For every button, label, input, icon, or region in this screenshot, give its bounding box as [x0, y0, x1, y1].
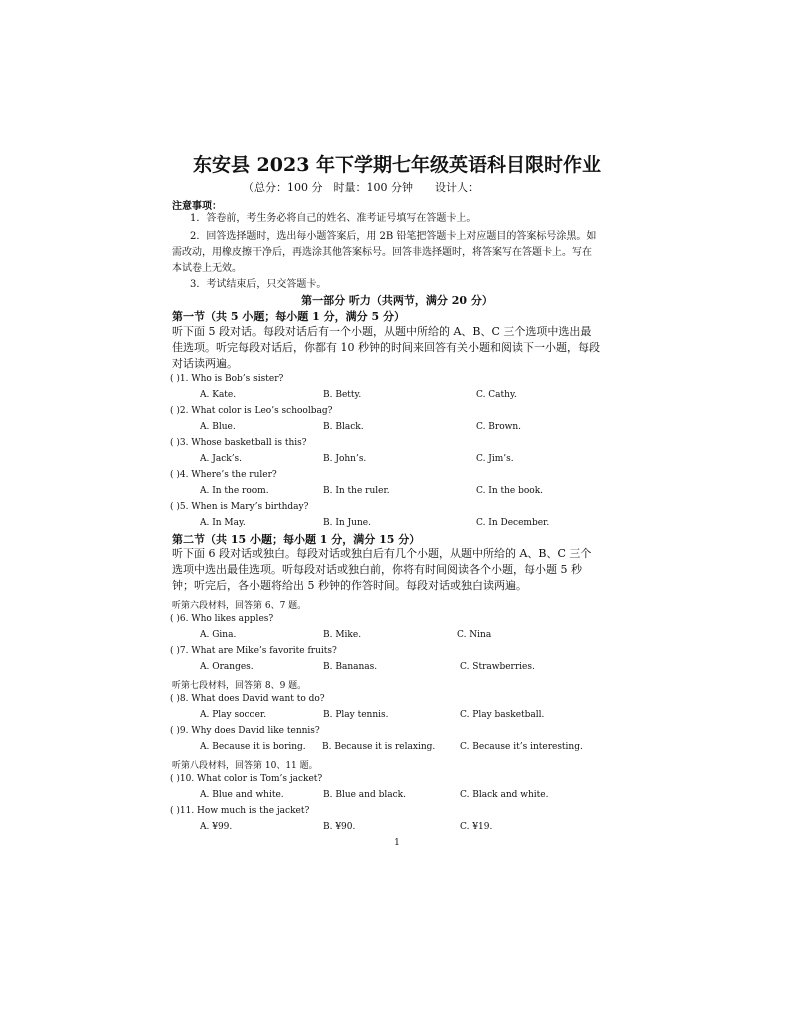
- question-stem: ( )5. When is Mary’s birthday?: [170, 502, 309, 512]
- option-b: B. Betty.: [323, 390, 362, 400]
- option-c: C. Play basketball.: [460, 710, 545, 720]
- option-b: B. In June.: [323, 518, 371, 528]
- option-b: B. Black.: [323, 422, 364, 432]
- option-c: C. Brown.: [476, 422, 521, 432]
- question-stem: ( )4. Where’s the ruler?: [170, 470, 277, 480]
- option-b: B. Bananas.: [323, 662, 378, 672]
- section-intro: 听下面 6 段对话或独白。每段对话或独白后有几个小题，从题中所给的 A、B、C 三个选项中选出最佳选项。听每段对话或独白前，你将有时间阅读各个小题，每小题 5 秒钟；听完后，各小题将给出 5 秒钟的作答时间。每段对话或独白读两遍。: [172, 547, 592, 592]
- option-a: A. Jack’s.: [200, 454, 243, 464]
- option-c: C. ¥19.: [460, 822, 493, 832]
- option-a: A. Play soccer.: [200, 710, 267, 720]
- question-stem: ( )10. What color is Tom’s jacket?: [170, 774, 323, 784]
- option-a: A. Blue.: [200, 422, 236, 432]
- option-c: C. Nina: [457, 630, 492, 640]
- option-a: A. Oranges.: [200, 662, 254, 672]
- question-stem: ( )2. What color is Leo’s schoolbag?: [170, 406, 333, 416]
- page-title: 东安县 2023 年下学期七年级英语科目限时作业: [192, 154, 602, 176]
- question-stem: ( )9. Why does David like tennis?: [170, 726, 320, 736]
- question-stem: ( )1. Who is Bob’s sister?: [170, 374, 284, 384]
- passage-note: 听第七段材料，回答第 8、9 题。: [172, 681, 307, 691]
- question-stem: ( )6. Who likes apples?: [170, 614, 274, 624]
- section-heading: 第二节（共 15 小题；每小题 1 分，满分 15 分）: [172, 533, 421, 546]
- option-a: A. In May.: [200, 518, 246, 528]
- question-stem: ( )8. What does David want to do?: [170, 694, 325, 704]
- option-a: A. In the room.: [200, 486, 269, 496]
- option-b: B. Because it is relaxing.: [322, 742, 436, 752]
- option-b: B. Blue and black.: [323, 790, 406, 800]
- option-c: C. Cathy.: [476, 390, 517, 400]
- option-a: A. Kate.: [200, 390, 237, 400]
- note-item: 1．答卷前，考生务必将自己的姓名、准考证号填写在答题卡上。: [190, 213, 477, 224]
- option-b: B. John’s.: [323, 454, 367, 464]
- passage-note: 听第六段材料，回答第 6、7 题。: [172, 601, 307, 611]
- option-c: C. In the book.: [476, 486, 544, 496]
- option-a: A. Because it is boring.: [200, 742, 306, 752]
- option-a: A. ¥99.: [200, 822, 233, 832]
- question-stem: ( )3. Whose basketball is this?: [170, 438, 307, 448]
- section-intro: 听下面 5 段对话。每段对话后有一个小题，从题中所给的 A、B、C 三个选项中选出最佳选项。听完每段对话后，你都有 10 秒钟的时间来回答有关小题和阅读下一小题，每段对话读两遍。: [172, 325, 600, 370]
- option-c: C. Strawberries.: [460, 662, 535, 672]
- question-stem: ( )11. How much is the jacket?: [170, 806, 310, 816]
- option-b: B. In the ruler.: [323, 486, 390, 496]
- option-b: B. Mike.: [323, 630, 362, 640]
- note-item: 3．考试结束后，只交答题卡。: [190, 279, 327, 290]
- option-c: C. Black and white.: [460, 790, 549, 800]
- page-number: 1: [394, 838, 400, 848]
- note-item: 2．回答选择题时，选出每小题答案后，用 2B 铅笔把答题卡上对应题目的答案标号涂黑。如需改动，用橡皮擦干净后，再选涂其他答案标号。回答非选择题时，将答案写在答题卡上。写在本试卷上无效。: [172, 231, 597, 274]
- passage-note: 听第八段材料，回答第 10、11 题。: [172, 761, 318, 771]
- option-a: A. Blue and white.: [200, 790, 284, 800]
- option-a: A. Gina.: [200, 630, 237, 640]
- exam-info: （总分：100 分 时量：100 分钟 设计人：: [243, 181, 479, 194]
- notes-heading: 注意事项：: [172, 201, 222, 212]
- option-c: C. Because it’s interesting.: [460, 742, 583, 752]
- option-c: C. Jim’s.: [476, 454, 514, 464]
- question-stem: ( )7. What are Mike’s favorite fruits?: [170, 646, 337, 656]
- option-b: B. ¥90.: [323, 822, 356, 832]
- section-heading: 第一节（共 5 小题；每小题 1 分，满分 5 分）: [172, 310, 405, 323]
- option-b: B. Play tennis.: [323, 710, 389, 720]
- part-heading: 第一部分 听力（共两节，满分 20 分）: [301, 294, 493, 307]
- option-c: C. In December.: [476, 518, 550, 528]
